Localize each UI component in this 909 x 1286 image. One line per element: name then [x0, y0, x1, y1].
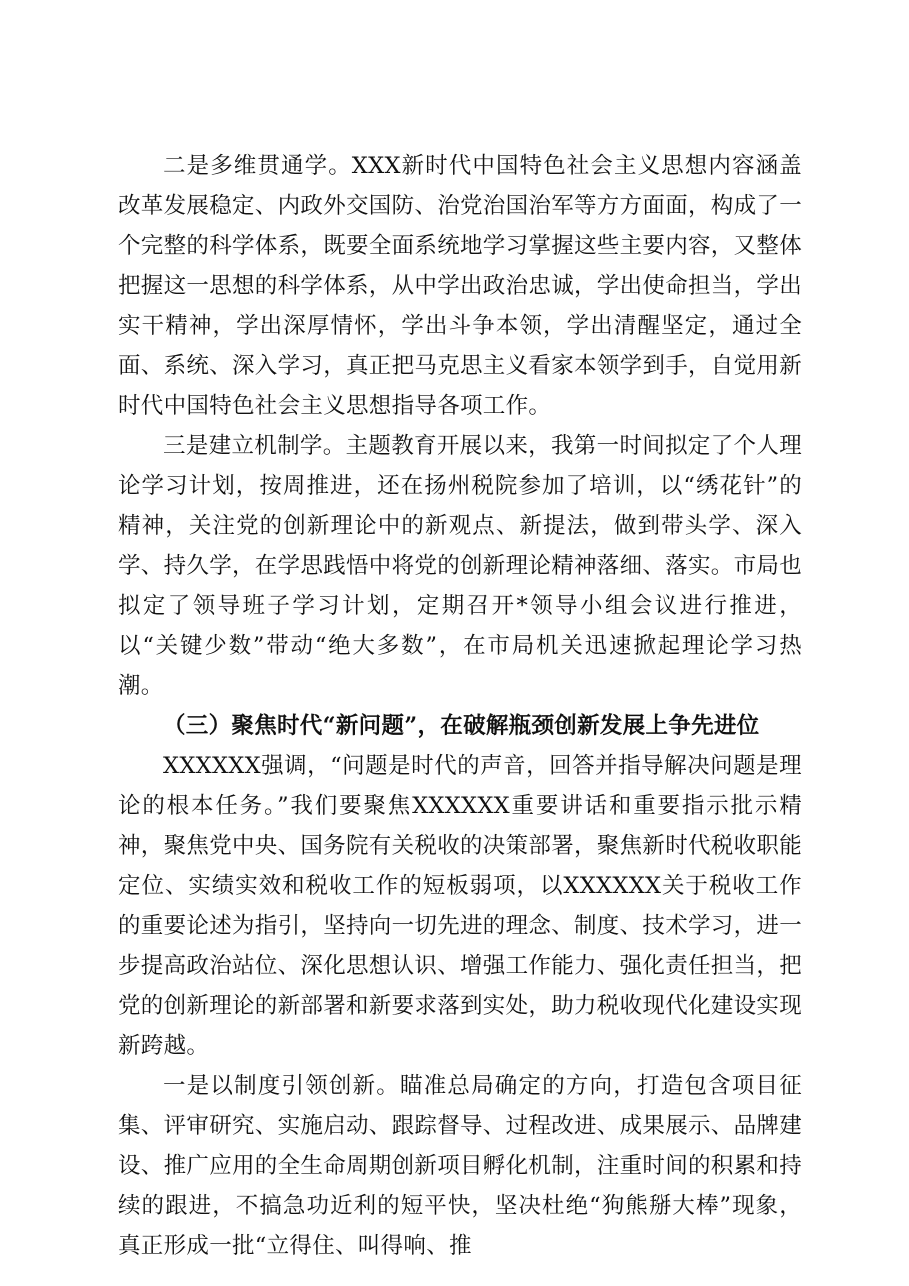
paragraph-problem-focus: XXXXXX强调，“问题是时代的声音，回答并指导解决问题是理论的根本任务。”我们要聚焦XXXXXX重要讲话和重要指示批示精神，聚焦党中央、国务院有关税收的决策部署，聚焦新时代税收职能定位、实绩实效和税收工作的短板弱项，以XXXXXX关于税收工作的重要论述为指引，坚持向一切先进的理念、制度、技术学习，进一步提高政治站位、深化思想认识、增强工作能力、强化责任担当，把党的创新理论的新部署和新要求落到实处，助力税收现代化建设实现新跨越。 — [118, 753, 803, 1059]
section-heading-three: （三）聚焦时代“新问题”，在破解瓶颈创新发展上争先进位 — [163, 713, 760, 739]
paragraph-mechanism-study: 三是建立机制学。主题教育开展以来，我第一时间拟定了个人理论学习计划，按周推进，还在扬州税院参加了培训，以“绣花针”的精神，关注党的创新理论中的新观点、新提法，做到带头学、深入学、持久学，在学思践悟中将党的创新理论精神落细、落实。市局也拟定了领导班子学习计划，定期召开*领导小组会议进行推进，以“关键少数”带动“绝大多数”，在市局机关迅速掀起理论学习热潮。 — [118, 433, 803, 699]
paragraph-multi-dimensional-study: 二是多维贯通学。XXX新时代中国特色社会主义思想内容涵盖改革发展稳定、内政外交国防、治党治国治军等方方面面，构成了一个完整的科学体系，既要全面系统地学习掌握这些主要内容，又整体把握这一思想的科学体系，从中学出政治忠诚，学出使命担当，学出实干精神，学出深厚情怀，学出斗争本领，学出清醒坚定，通过全面、系统、深入学习，真正把马克思主义看家本领学到手，自觉用新时代中国特色社会主义思想指导各项工作。 — [118, 153, 803, 419]
document-body — [118, 146, 802, 1266]
paragraph-institution-innovation: 一是以制度引领创新。瞄准总局确定的方向，打造包含项目征集、评审研究、实施启动、跟踪督导、过程改进、成果展示、品牌建设、推广应用的全生命周期创新项目孵化机制，注重时间的积累和持续的跟进，不搞急功近利的短平快，坚决杜绝“狗熊掰大棒”现象，真正形成一批“立得住、叫得响、推 — [118, 1073, 803, 1259]
